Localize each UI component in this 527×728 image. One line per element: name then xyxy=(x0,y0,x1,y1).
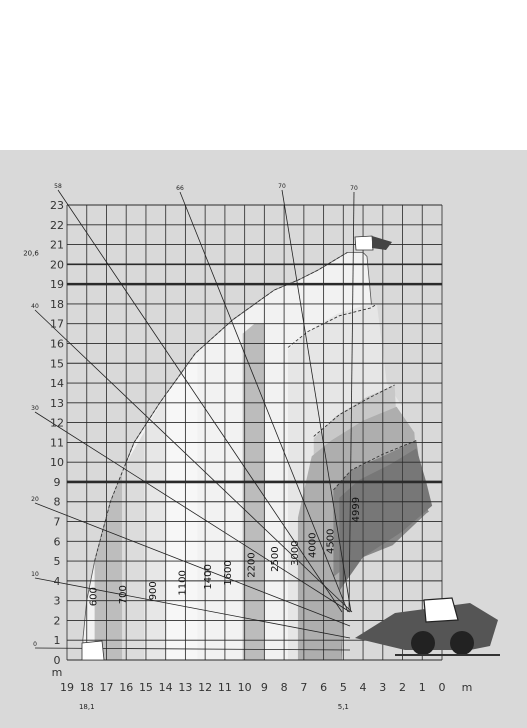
machine-cab xyxy=(424,598,458,622)
load-zone-label: 600 xyxy=(88,587,100,607)
angle-label: 0 xyxy=(33,641,37,648)
angle-label: 70 xyxy=(350,185,358,192)
y-tick-label: 18 xyxy=(50,297,64,311)
y-tick-label: 14 xyxy=(50,377,64,391)
x-tick-label: 6 xyxy=(320,681,328,694)
x-tick-label: 12 xyxy=(198,681,213,694)
y-tick-label: 22 xyxy=(50,218,64,232)
x-tick-label: 8 xyxy=(280,681,288,694)
x-tick-label: 7 xyxy=(300,681,308,694)
y-tick-label: 9 xyxy=(53,475,61,489)
angle-label: 66 xyxy=(176,185,184,192)
load-zone-label: 900 xyxy=(147,581,159,601)
x-tick-label: 11 xyxy=(217,681,232,694)
load-zone-label: 3000 xyxy=(289,540,301,566)
load-zone-label: 1400 xyxy=(203,564,215,590)
y-tick-label: 2 xyxy=(53,614,61,628)
machine-rear-wheel xyxy=(450,631,474,655)
x-tick-label: 13 xyxy=(178,681,193,694)
zone-band-700 xyxy=(122,433,144,661)
y-tick-label: 5 xyxy=(53,555,61,569)
y-tick-label: 21 xyxy=(50,238,64,252)
max-height-label: 20,6 xyxy=(23,249,39,258)
angle-label: 40 xyxy=(31,303,39,310)
load-zone-label: 1600 xyxy=(222,560,234,586)
y-tick-label: 7 xyxy=(53,515,61,529)
x-tick-label: 16 xyxy=(119,681,134,694)
angle-label: 30 xyxy=(31,405,39,412)
angle-label: 70 xyxy=(278,183,286,190)
load-zone-label: 4500 xyxy=(325,528,337,555)
load-zone-label: 4000 xyxy=(307,532,319,558)
machine-front-wheel xyxy=(411,631,435,655)
angle-label: 20 xyxy=(31,496,39,503)
x-tick-label: 9 xyxy=(260,681,268,694)
fork-carriage-top xyxy=(355,236,373,250)
y-tick-label: 6 xyxy=(53,535,61,549)
load-zone-label: 2200 xyxy=(246,552,258,578)
load-zone-label: 2500 xyxy=(270,546,282,572)
x-unit-label: m xyxy=(461,681,473,694)
y-tick-label: 23 xyxy=(50,199,64,212)
y-tick-label: 19 xyxy=(50,278,64,292)
x-tick-label: 4 xyxy=(359,681,367,694)
fork-carriage-ground xyxy=(82,641,104,660)
load-chart xyxy=(0,150,527,728)
x-tick-label: 14 xyxy=(158,681,173,694)
y-tick-label: 1 xyxy=(53,634,61,648)
y-tick-label: 0 xyxy=(53,654,61,667)
x-tick-label: 0 xyxy=(438,681,446,694)
y-tick-label: 20 xyxy=(50,258,64,272)
x-tick-label: 1 xyxy=(418,681,426,694)
machine-head-top xyxy=(372,236,392,250)
angle-label: 58 xyxy=(54,183,62,190)
y-tick-label: 17 xyxy=(50,317,64,331)
y-tick-label: 15 xyxy=(50,357,64,371)
y-tick-label: 11 xyxy=(50,436,64,450)
zone-band-1100 xyxy=(166,355,198,660)
x-tick-label: 18 xyxy=(79,681,94,694)
load-zone-label: 1100 xyxy=(177,570,189,596)
load-zone-label: 4999 xyxy=(351,496,363,523)
zone-band-600 xyxy=(95,470,123,660)
y-unit-label: m xyxy=(51,666,63,679)
y-tick-label: 16 xyxy=(50,337,64,351)
x-tick-label: 5 xyxy=(339,681,347,694)
y-tick-label: 10 xyxy=(50,456,64,470)
load-zones xyxy=(83,252,432,660)
x-tick-label: 3 xyxy=(379,681,387,694)
y-tick-label: 3 xyxy=(53,594,61,608)
y-tick-label: 8 xyxy=(53,495,61,509)
x-tick-label: 17 xyxy=(99,681,114,694)
angle-label: 10 xyxy=(31,571,39,578)
chart-panel xyxy=(0,150,527,728)
x-tick-label: 2 xyxy=(399,681,407,694)
x-tick-label: 10 xyxy=(237,681,252,694)
y-tick-label: 4 xyxy=(53,574,61,588)
y-tick-label: 12 xyxy=(50,416,64,430)
x-tick-label: 15 xyxy=(138,681,153,694)
load-zone-label: 700 xyxy=(118,585,130,605)
ground-reach-label: 5,1 xyxy=(337,703,349,711)
max-reach-label: 18,1 xyxy=(78,703,95,711)
x-tick-label: 19 xyxy=(60,681,74,694)
y-tick-label: 13 xyxy=(50,396,64,410)
